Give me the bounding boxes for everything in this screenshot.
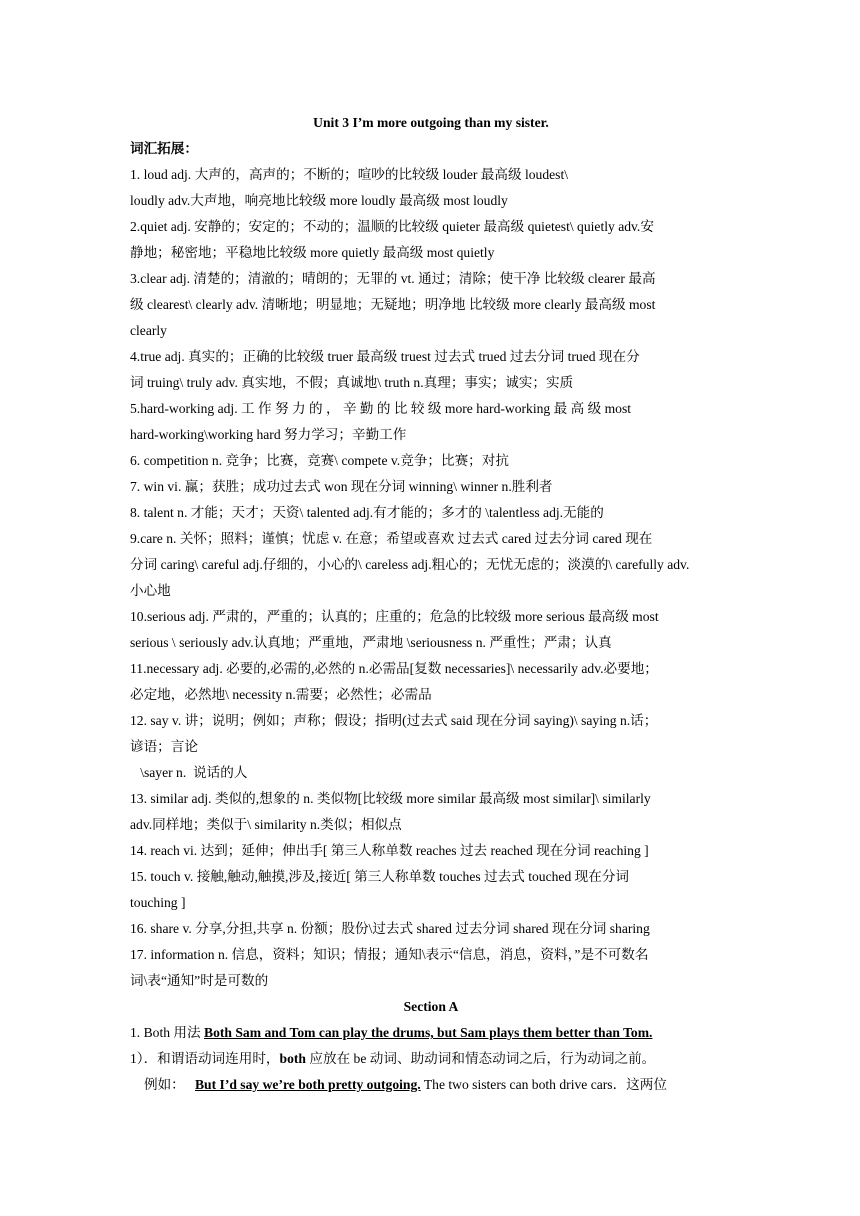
both-usage-prefix: 1. Both 用法: [130, 1025, 205, 1040]
vocab-line: 6. competition n. 竞争；比赛，竞赛\ compete v.竞争；比赛；对抗: [130, 453, 509, 468]
document-page: [130, 110, 732, 1098]
example-line: [130, 1072, 732, 1098]
vocab-line: 级 clearest\ clearly adv. 清晰地；明显地；无疑地；明净地 比较级 more clearly 最高级 most: [130, 297, 656, 312]
vocab-line: 谚语；言论: [130, 739, 198, 754]
vocab-heading: 词汇拓展：: [130, 141, 198, 156]
vocab-line: touching ]: [130, 895, 186, 910]
vocab-line: 10.serious adj. 严肃的，严重的；认真的；庄重的；危急的比较级 more serious 最高级 most: [130, 609, 659, 624]
document-title: Unit 3 I’m more outgoing than my sister.: [313, 115, 549, 130]
both-usage-example: Both Sam and Tom can play the drums, but Sam plays them better than Tom.: [204, 1025, 653, 1040]
vocab-line: serious \ seriously adv.认真地；严重地，严肃地 \seriousness n. 严重性；严肃；认真: [130, 635, 612, 650]
vocab-line: 小心地: [130, 583, 171, 598]
vocab-line: 4.true adj. 真实的；正确的比较级 truer 最高级 truest 过去式 trued 过去分词 trued 现在分: [130, 349, 640, 364]
vocab-line: 1. loud adj. 大声的，高声的；不断的；喧吵的比较级 louder 最高级 loudest\: [130, 167, 568, 182]
vocab-line: 词 truing\ truly adv. 真实地，不假；真诚地\ truth n.真理；事实；诚实；实质: [130, 375, 574, 390]
vocab-list: [130, 162, 732, 994]
vocab-line: 9.care n. 关怀；照料；谨慎；忧虑 v. 在意；希望或喜欢 过去式 cared 过去分词 cared 现在: [130, 531, 653, 546]
vocab-line: 13. similar adj. 类似的,想象的 n. 类似物[比较级 more similar 最高级 most similar]\ similarly: [130, 791, 651, 806]
vocab-line: 14. reach vi. 达到；延伸；伸出手[ 第三人称单数 reaches 过去 reached 现在分词 reaching ]: [130, 843, 649, 858]
vocab-line: 7. win vi. 赢；获胜；成功过去式 won 现在分词 winning\ winner n.胜利者: [130, 479, 553, 494]
example-underlined: But I’d say we’re both pretty outgoing.: [194, 1077, 421, 1092]
vocab-line: 16. share v. 分享,分担,共享 n. 份额；股份\过去式 shared 过去分词 shared 现在分词 sharing: [130, 921, 650, 936]
rule-line: [130, 1046, 732, 1072]
vocab-line: 3.clear adj. 清楚的；清澈的；晴朗的；无罪的 vt. 通过；清除；使干净 比较级 clearer 最高: [130, 271, 656, 286]
vocab-line: 12. say v. 讲；说明；例如；声称；假设；指明(过去式 said 现在分词 saying)\ saying n.话；: [130, 713, 658, 728]
vocab-line: 静地；秘密地；平稳地比较级 more quietly 最高级 most quietly: [130, 245, 495, 260]
section-a-heading: Section A: [403, 999, 459, 1014]
vocab-line: 17. information n. 信息，资料；知识；情报；通知\表示“信息，消息，资料，”是不可数名: [130, 947, 649, 962]
vocab-line: 15. touch v. 接触,触动,触摸,涉及,接近[ 第三人称单数 touches 过去式 touched 现在分词: [130, 869, 630, 884]
vocab-line: 分词 caring\ careful adj.仔细的，小心的\ careless adj.粗心的；无忧无虑的；淡漠的\ carefully adv.: [130, 557, 690, 572]
example-rest: The two sisters can both drive cars．这两位: [420, 1077, 667, 1092]
vocab-line: 5.hard-working adj. 工 作 努 力 的 ， 辛 勤 的 比 较 级 more hard-working 最 高 级 most: [130, 401, 632, 416]
vocab-line: \sayer n. 说话的人: [130, 765, 248, 780]
vocab-line: 必定地，必然地\ necessity n.需要；必然性；必需品: [130, 687, 432, 702]
vocab-line: 2.quiet adj. 安静的；安定的；不动的；温顺的比较级 quieter 最高级 quietest\ quietly adv.安: [130, 219, 654, 234]
vocab-line: adv.同样地；类似于\ similarity n.类似；相似点: [130, 817, 402, 832]
vocab-line: clearly: [130, 323, 167, 338]
vocab-line: loudly adv.大声地，响亮地比较级 more loudly 最高级 most loudly: [130, 193, 508, 208]
rule-keyword: both: [279, 1051, 306, 1066]
vocab-line: hard-working\working hard 努力学习；辛勤工作: [130, 427, 407, 442]
vocab-line: 词\表“通知”时是可数的: [130, 973, 269, 988]
vocab-line: 11.necessary adj. 必要的,必需的,必然的 n.必需品[复数 necessaries]\ necessarily adv.必要地；: [130, 661, 658, 676]
both-usage-line: [130, 1020, 732, 1046]
rule-suffix: 应放在 be 动词、助动词和情态动词之后，行为动词之前。: [305, 1051, 656, 1066]
rule-prefix: 1）．和谓语动词连用时，: [130, 1051, 280, 1066]
example-label: 例如：: [144, 1077, 195, 1092]
vocab-line: 8. talent n. 才能；天才；天资\ talented adj.有才能的；多才的 \talentless adj.无能的: [130, 505, 604, 520]
